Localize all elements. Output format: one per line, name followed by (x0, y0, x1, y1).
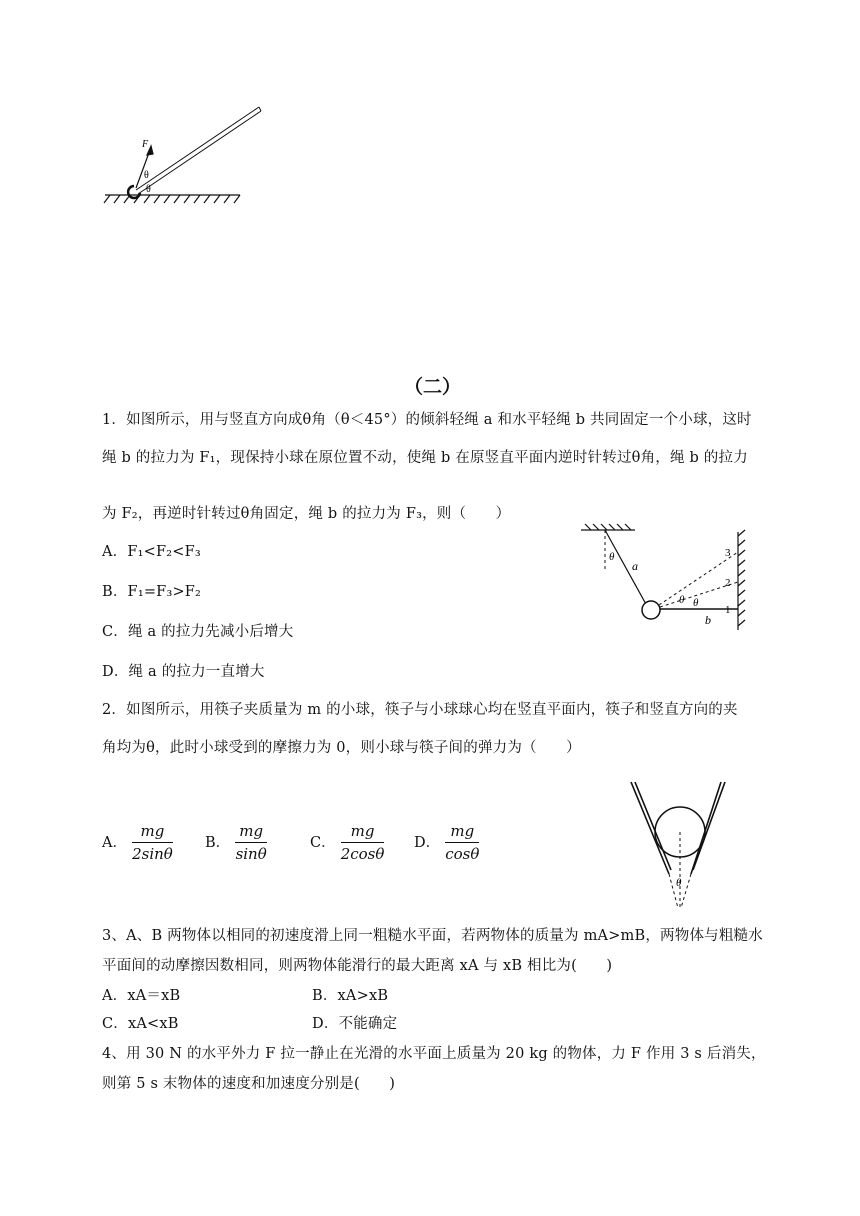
label-2: 2 (725, 577, 731, 589)
q3-option-b: B．xA>xB (312, 988, 389, 1004)
label-b: b (705, 613, 711, 627)
q2-option-c-label: C． (310, 835, 336, 851)
right-chopstick (691, 782, 725, 874)
q4-line2: 则第 5 s 末物体的速度和加速度分别是( ) (102, 1076, 396, 1092)
label-3: 3 (725, 547, 731, 559)
q2-option-a-label: A． (102, 835, 127, 851)
dashed-extensions (669, 832, 691, 910)
q1-option-b: B．F₁=F₃>F₂ (102, 584, 202, 600)
q2-line2: 角均为θ，此时小球受到的摩擦力为 0，则小球与筷子间的弹力为（ ） (102, 740, 581, 756)
chopsticks-figure (625, 778, 735, 916)
force-arrow (136, 146, 153, 188)
label-F: F (142, 139, 149, 150)
q1-option-c: C．绳 a 的拉力先减小后增大 (102, 624, 294, 640)
q2-option-c-num: mg (341, 822, 385, 843)
label-a: a (632, 559, 638, 573)
q2-option-d-label: D． (414, 835, 441, 851)
q2-option-d-num: mg (445, 822, 479, 843)
q1-option-d: D．绳 a 的拉力一直增大 (102, 664, 265, 680)
rod (136, 107, 261, 194)
label-theta: θ (609, 551, 615, 563)
q2-option-a-den: 2sinθ (132, 845, 173, 863)
section-title: （二） (404, 376, 462, 398)
q1-line3: 为 F₂，再逆时针转过θ角固定，绳 b 的拉力为 F₃，则（ ） (102, 506, 511, 522)
q1-line1: 1．如图所示，用与竖直方向成θ角（θ＜45°）的倾斜轻绳 a 和水平轻绳 b 共同固定一个小球，这时 (102, 412, 752, 428)
q3-line1: 3、A、B 两物体以相同的初速度滑上同一粗糙水平面，若两物体的质量为 mA>mB，两物体与粗糙水 (102, 928, 763, 944)
q2-option-b-den: sinθ (235, 845, 267, 863)
ground-hatch (104, 195, 240, 203)
q1-line2: 绳 b 的拉力为 F₁，现保持小球在原位置不动，使绳 b 在原竖直平面内逆时针转过θ角，绳 b 的拉力 (102, 450, 748, 466)
rod-end (128, 186, 140, 198)
q2-option-a (102, 822, 173, 863)
q3-option-d: D．不能确定 (312, 1016, 398, 1032)
q2-option-c (310, 822, 384, 863)
ceiling (581, 524, 635, 530)
q2-option-c-den: 2cosθ (340, 845, 385, 863)
label-1: 1 (725, 604, 731, 616)
rope-ball-figure (575, 520, 755, 635)
ball (642, 601, 660, 619)
q2-option-d (414, 822, 479, 863)
left-chopstick (631, 782, 671, 874)
q2-line1: 2．如图所示，用筷子夹质量为 m 的小球，筷子与小球球心均在竖直平面内，筷子和竖直方向的夹 (102, 702, 738, 718)
label-theta-3: θ (693, 597, 699, 609)
rod-force-figure (100, 100, 270, 210)
rope-a (605, 530, 647, 606)
q3-option-c: C．xA<xB (102, 1016, 179, 1032)
q3-option-a: A．xA＝xB (102, 988, 181, 1004)
label-theta-lower: θ (146, 184, 151, 195)
q2-option-b (205, 822, 267, 863)
q2-option-a-num: mg (132, 822, 173, 843)
q3-line2: 平面间的动摩擦因数相同，则两物体能滑行的最大距离 xA 与 xB 相比为( ) (102, 958, 613, 974)
q2-option-b-num: mg (235, 822, 267, 843)
label-theta-upper: θ (144, 170, 149, 181)
label-theta-2: θ (679, 594, 685, 606)
q1-option-a: A．F₁<F₂<F₃ (102, 544, 201, 560)
q2-option-d-den: cosθ (445, 845, 480, 863)
wall (738, 530, 745, 630)
q4-line1: 4、用 30 N 的水平外力 F 拉一静止在光滑的水平面上质量为 20 kg 的物体，力 F 作用 3 s 后消失， (102, 1046, 766, 1062)
q2-option-b-label: B． (205, 835, 231, 851)
label-theta: θ (676, 877, 682, 889)
